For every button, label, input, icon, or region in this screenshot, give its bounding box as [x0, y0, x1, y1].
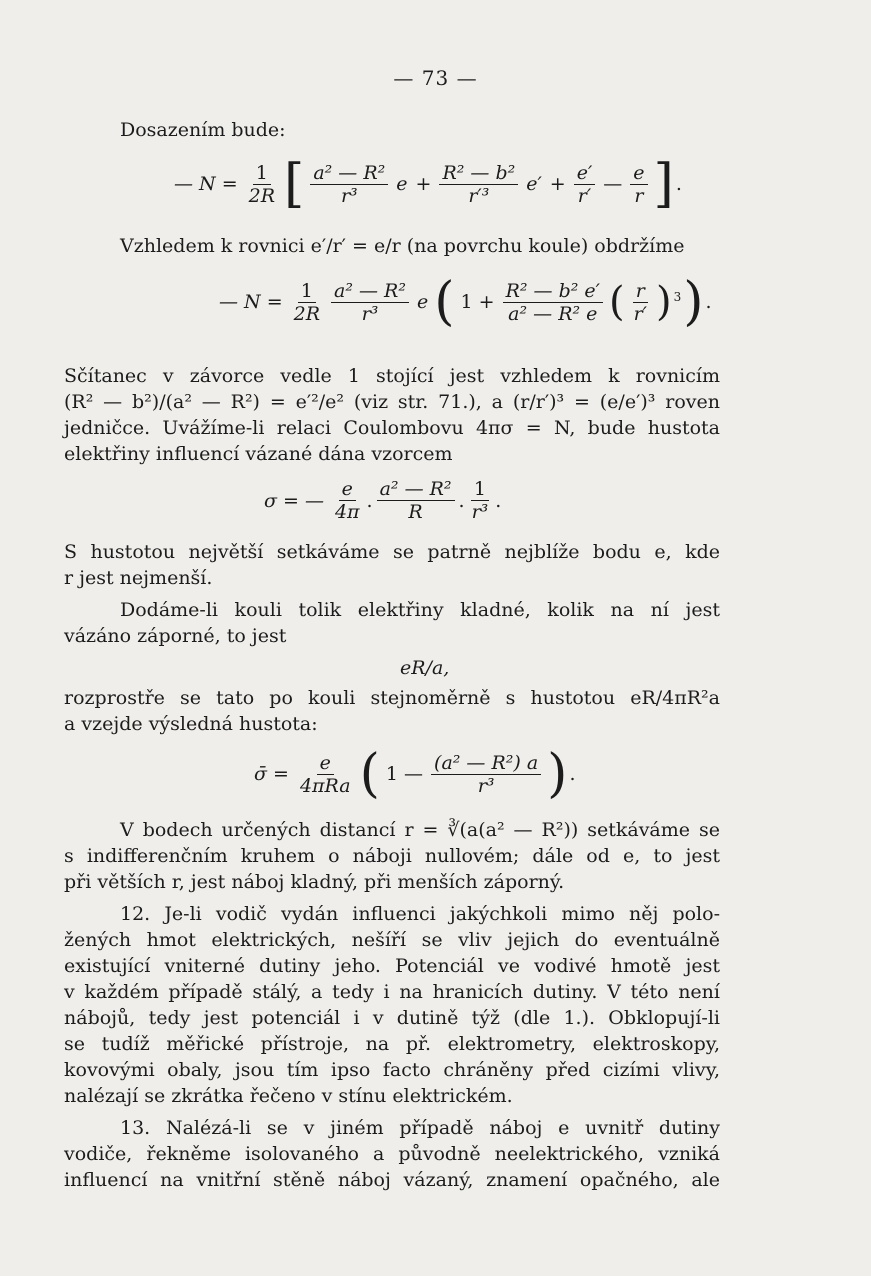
- fraction: $\frac{\text{a² — R²}}{\text{r³}}$: [310, 162, 388, 207]
- text-line: existující vniterné dutiny jeho. Potenciál ve vodivé hmotě jest: [64, 955, 720, 977]
- text-line: rozprostře se tato po kouli stejnoměrně s hustotou eR/4πR²a: [64, 687, 720, 709]
- fraction: $\frac{e}{r}$: [630, 162, 647, 207]
- text-line: 13. Nalézá-li se v jiném případě náboj e uvnitř dutiny: [120, 1117, 720, 1139]
- text-line: Dosazením bude:: [120, 119, 286, 141]
- formula-inline: eR/a,: [400, 657, 450, 679]
- text-line: nábojů, tedy jest potenciál i v dutině týž (dle 1.). Obklopují-li: [64, 1007, 720, 1029]
- fraction: $\frac{1}{\text{r³}}$: [471, 478, 489, 523]
- formula-2: — N = $\frac{1}{2R}$ $\frac{\text{a² — R²}}{\text{r³}}$ e ( 1 + $\frac{\text{R² — b² e′}}{\text{a² — R² e}}$ ( $\frac{r}{r'}$ ) $^3$ ) .: [219, 272, 712, 332]
- text-line: jedničce. Uvážíme-li relaci Coulombovu 4πσ = N, bude hustota: [64, 417, 720, 439]
- fraction: $\frac{1}{2R}$: [293, 279, 321, 325]
- fraction: $\frac{e}{\text{4πRa}}$: [299, 751, 351, 797]
- fraction: $\frac{\text{R² — b² e′}}{\text{a² — R² e}}$: [503, 280, 603, 325]
- text-line: r jest nejmenší.: [64, 567, 213, 589]
- text-line: Vzhledem k rovnici e′/r′ = e/r (na povrchu koule) obdržíme: [120, 235, 685, 257]
- page-number: — 73 —: [393, 66, 478, 90]
- fraction: $\frac{\text{a² — R²}}{\text{r³}}$: [331, 280, 409, 325]
- text-line: s indifferenčním kruhem o náboji nullovém; dále od e, to jest: [64, 845, 720, 867]
- fraction: $\frac{\text{R² — b²}}{\text{r′³}}$: [439, 162, 518, 207]
- fraction: $\frac{1}{2R}$: [248, 161, 276, 207]
- text-line: nalézají se zkrátka řečeno v stínu elektrickém.: [64, 1085, 513, 1107]
- text-line: elektřiny influencí vázané dána vzorcem: [64, 443, 453, 465]
- fraction: $\frac{\text{(a² — R²) a}}{\text{r³}}$: [431, 752, 541, 797]
- text-line: vodiče, řekněme isolovaného a původně neelektrického, vzniká: [64, 1143, 720, 1165]
- fraction: $\frac{e'}{r'}$: [574, 162, 596, 207]
- formula-lhs: — N =: [174, 173, 238, 195]
- text-line: vázáno záporné, to jest: [64, 625, 287, 647]
- formula-1: — N = $\frac{1}{2R}$ [ $\frac{\text{a² — R²}}{\text{r³}}$ e + $\frac{\text{R² — b²}}{\text{r′³}}$ e′ + $\frac{e'}{r'}$ — $\frac{e}{r}$ ] .: [174, 154, 682, 214]
- formula-3: σ = — $\frac{e}{4\pi}$ . $\frac{\text{a² — R²}}{R}$ . $\frac{1}{\text{r³}}$ .: [264, 478, 502, 523]
- text-line: influencí na vnitřní stěně náboj vázaný, znamení opačného, ale: [64, 1169, 720, 1191]
- fraction: $\frac{e}{4\pi}$: [334, 478, 360, 523]
- text-line: V bodech určených distancí r = ∛(a(a² — R²)) setkáváme se: [120, 819, 720, 841]
- fraction: $\frac{r}{r'}$: [633, 279, 647, 325]
- text-line: Sčítanec v závorce vedle 1 stojící jest vzhledem k rovnicím: [64, 365, 720, 387]
- text-line: (R² — b²)/(a² — R²) = e′²/e² (viz str. 71.), a (r/r′)³ = (e/e′)³ roven: [64, 391, 720, 413]
- text-line: se tudíž měřické přístroje, na př. elektrometry, elektroskopy,: [64, 1033, 720, 1055]
- text-line: S hustotou největší setkáváme se patrně nejblíže bodu e, kde: [64, 541, 720, 563]
- text-line: Dodáme-li kouli tolik elektřiny kladné, kolik na ní jest: [120, 599, 720, 621]
- text-line: žených hmot elektrických, nešíří se vliv jejich do eventuálně: [64, 929, 720, 951]
- text-line: a vzejde výsledná hustota:: [64, 713, 318, 735]
- fraction: $\frac{\text{a² — R²}}{R}$: [377, 478, 455, 523]
- text-line: kovovými obaly, jsou tím ipso facto chráněny před cizími vlivy,: [64, 1059, 720, 1081]
- formula-4: σ̄ = $\frac{e}{\text{4πRa}}$ ( 1 — $\frac{\text{(a² — R²) a}}{\text{r³}}$ ) .: [254, 744, 576, 804]
- text-line: v každém případě stálý, a tedy i na hranicích dutiny. V této není: [64, 981, 720, 1003]
- text-line: 12. Je-li vodič vydán influenci jakýchkoli mimo něj polo-: [120, 903, 720, 925]
- text-line: při větších r, jest náboj kladný, při menších záporný.: [64, 871, 565, 893]
